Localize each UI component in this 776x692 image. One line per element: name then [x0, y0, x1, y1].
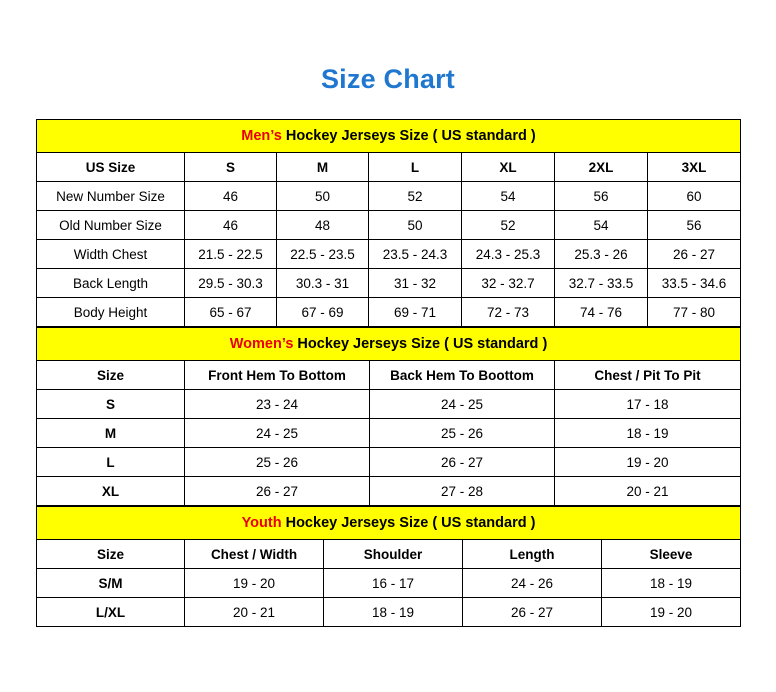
table-row [37, 269, 741, 298]
table-cell: 30.3 - 31 [277, 269, 369, 298]
table-cell: 26 - 27 [370, 448, 555, 477]
table-cell: 32 - 32.7 [462, 269, 555, 298]
table-cell: 29.5 - 30.3 [185, 269, 277, 298]
table-cell: 50 [369, 211, 462, 240]
table-row [37, 598, 741, 627]
mens-size-table [36, 119, 741, 327]
table-band-row [37, 507, 741, 540]
table-cell: 50 [277, 182, 369, 211]
mens-band-rest: Hockey Jerseys Size ( US standard ) [281, 128, 536, 144]
table-cell: 60 [648, 182, 741, 211]
table-cell: 21.5 - 22.5 [185, 240, 277, 269]
table-cell: 56 [555, 182, 648, 211]
table-cell: 31 - 32 [369, 269, 462, 298]
col-header: M [277, 153, 369, 182]
table-header-row [37, 361, 741, 390]
col-header: US Size [37, 153, 185, 182]
col-header: Chest / Width [185, 540, 324, 569]
table-cell: 25 - 26 [185, 448, 370, 477]
table-cell: 17 - 18 [555, 390, 741, 419]
table-cell: 24.3 - 25.3 [462, 240, 555, 269]
youth-band-accent: Youth [241, 515, 282, 531]
table-cell: 20 - 21 [185, 598, 324, 627]
table-cell: 72 - 73 [462, 298, 555, 327]
col-header: 2XL [555, 153, 648, 182]
table-cell: 54 [555, 211, 648, 240]
table-cell: 19 - 20 [185, 569, 324, 598]
col-header: Back Hem To Boottom [370, 361, 555, 390]
table-cell: 56 [648, 211, 741, 240]
table-cell: 32.7 - 33.5 [555, 269, 648, 298]
row-label: S/M [37, 569, 185, 598]
table-row [37, 182, 741, 211]
mens-band-accent: Men’s [241, 128, 282, 144]
womens-band-accent: Women’s [229, 336, 294, 352]
table-row [37, 419, 741, 448]
table-cell: 26 - 27 [185, 477, 370, 506]
table-cell: 24 - 26 [463, 569, 602, 598]
row-label: L [37, 448, 185, 477]
table-cell: 26 - 27 [463, 598, 602, 627]
table-row [37, 390, 741, 419]
table-cell: 69 - 71 [369, 298, 462, 327]
row-label: New Number Size [37, 182, 185, 211]
table-cell: 65 - 67 [185, 298, 277, 327]
row-label: Width Chest [37, 240, 185, 269]
table-cell: 25 - 26 [370, 419, 555, 448]
youth-band [37, 507, 741, 540]
table-header-row [37, 540, 741, 569]
row-label: L/XL [37, 598, 185, 627]
row-label: M [37, 419, 185, 448]
row-label: S [37, 390, 185, 419]
table-cell: 20 - 21 [555, 477, 741, 506]
table-cell: 27 - 28 [370, 477, 555, 506]
row-label: Body Height [37, 298, 185, 327]
col-header: S [185, 153, 277, 182]
col-header: Chest / Pit To Pit [555, 361, 741, 390]
table-cell: 22.5 - 23.5 [277, 240, 369, 269]
table-cell: 46 [185, 182, 277, 211]
table-cell: 46 [185, 211, 277, 240]
womens-size-table [36, 327, 741, 506]
table-row [37, 569, 741, 598]
row-label: Old Number Size [37, 211, 185, 240]
table-cell: 23 - 24 [185, 390, 370, 419]
col-header: 3XL [648, 153, 741, 182]
table-cell: 26 - 27 [648, 240, 741, 269]
table-cell: 48 [277, 211, 369, 240]
table-cell: 24 - 25 [370, 390, 555, 419]
col-header: L [369, 153, 462, 182]
table-row [37, 477, 741, 506]
col-header: Size [37, 361, 185, 390]
size-tables [36, 119, 740, 627]
table-row [37, 448, 741, 477]
table-row [37, 298, 741, 327]
row-label: Back Length [37, 269, 185, 298]
col-header: XL [462, 153, 555, 182]
table-cell: 25.3 - 26 [555, 240, 648, 269]
mens-band [37, 120, 741, 153]
table-cell: 18 - 19 [555, 419, 741, 448]
table-cell: 19 - 20 [602, 598, 741, 627]
table-cell: 24 - 25 [185, 419, 370, 448]
table-cell: 67 - 69 [277, 298, 369, 327]
col-header: Sleeve [602, 540, 741, 569]
col-header: Front Hem To Bottom [185, 361, 370, 390]
table-band-row [37, 120, 741, 153]
youth-band-rest: Hockey Jerseys Size ( US standard ) [281, 515, 536, 531]
table-header-row [37, 153, 741, 182]
womens-band-rest: Hockey Jerseys Size ( US standard ) [293, 336, 548, 352]
table-row [37, 211, 741, 240]
table-cell: 18 - 19 [324, 598, 463, 627]
row-label: XL [37, 477, 185, 506]
table-band-row [37, 328, 741, 361]
table-cell: 23.5 - 24.3 [369, 240, 462, 269]
table-cell: 77 - 80 [648, 298, 741, 327]
womens-band [37, 328, 741, 361]
col-header: Shoulder [324, 540, 463, 569]
page-title: Size Chart [320, 64, 456, 94]
table-cell: 16 - 17 [324, 569, 463, 598]
table-cell: 19 - 20 [555, 448, 741, 477]
table-cell: 33.5 - 34.6 [648, 269, 741, 298]
table-cell: 52 [369, 182, 462, 211]
table-cell: 52 [462, 211, 555, 240]
col-header: Size [37, 540, 185, 569]
table-cell: 54 [462, 182, 555, 211]
table-cell: 74 - 76 [555, 298, 648, 327]
table-cell: 18 - 19 [602, 569, 741, 598]
youth-size-table [36, 506, 741, 627]
table-row [37, 240, 741, 269]
col-header: Length [463, 540, 602, 569]
